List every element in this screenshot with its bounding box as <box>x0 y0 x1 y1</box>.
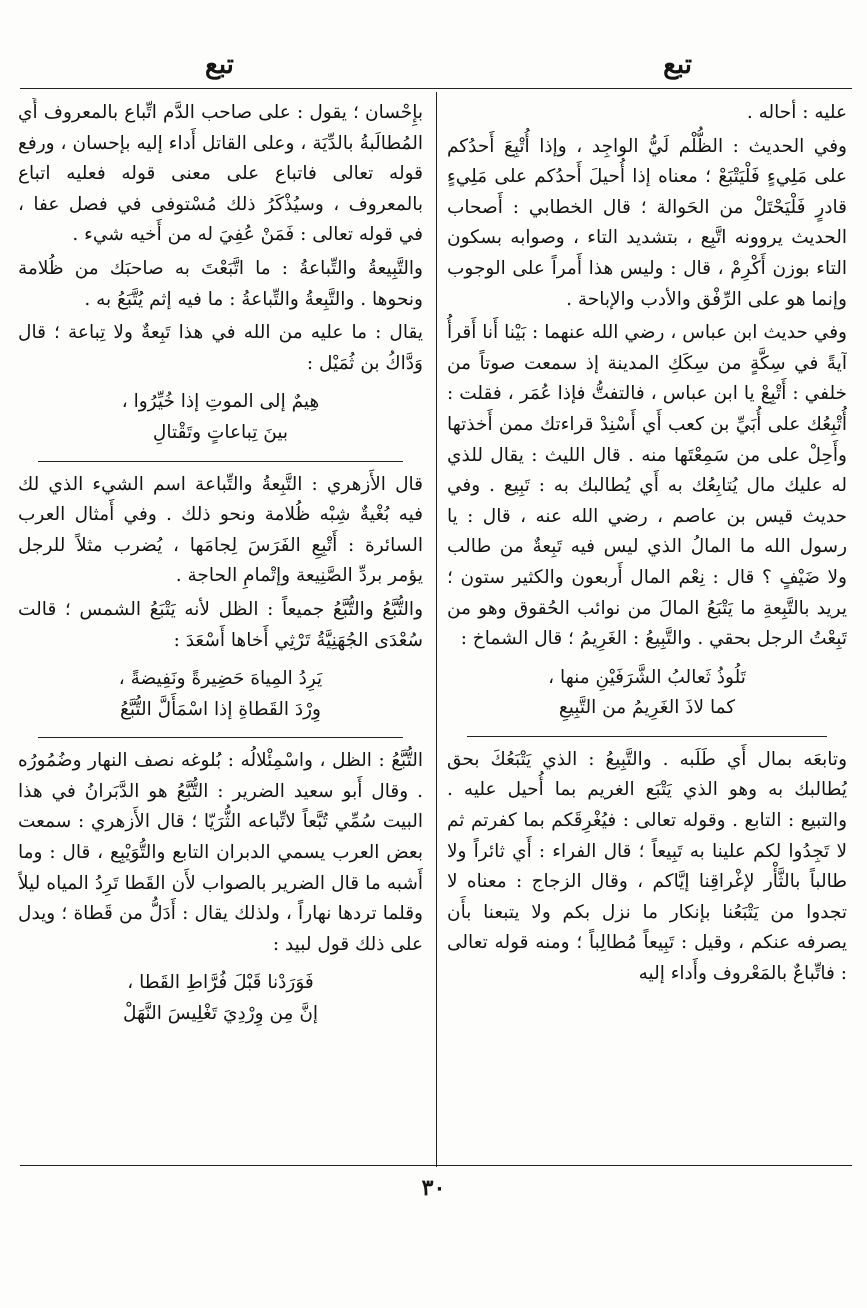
verse-line: إنَّ مِن وِرْدِيَ تَغْلِيسَ النَّهَلْ <box>122 1003 319 1025</box>
paragraph: وفي حديث ابن عباس ، رضي الله عنهما : بَيْنا أَنا أَقرأُ آيةً في سِكَّةٍ من سِكَكِ المدينة إذ سمعت صوتاً من خلفي : أَتْبِعْ يا ابن عباس ، فالتفتُّ فإذا عُمَر ، فقلت : أُتْبِعُك على أُبَيِّ بن كعب أَي أَسْنِدْ قراءتك ممن أَخذتها وأَحِلْ على من سَمِعْتَها منه . قال الليث : يقال للذي له عليك مال يُتابِعُك به أَي يُطالبك به : تَبِيع . وفي حديث قيس بن عاصم ، رضي الله عنه ، قال : يا رسول الله ما المالُ الذي ليس فيه تَبِعةٌ من طالب ولا ضَيْفٍ ؟ قال : نِعْم المال أَربعون والكثير ستون ؛ يريد بالتَّبِعةِ ما يَتْبَعُ المالَ من نوائب الحُقوق وهو من تَبِعْتُ الرجل بحقي . والتَّبِيعُ : الغَرِيمُ ؛ قال الشماخ : <box>447 322 847 650</box>
verse <box>18 387 423 448</box>
page-number: ٣٠ <box>421 1175 446 1201</box>
divider <box>38 461 403 462</box>
verse-line: فَوَرَدْنا قَبْلَ فُرَّاطِ القَطا ، <box>127 972 314 994</box>
verse-line: بينَ تِباعاتٍ وتَقْتالِ <box>152 421 289 443</box>
verse <box>447 663 847 724</box>
paragraph: والتُّبَّعُ والتُّبَّعُ جميعاً : الظل لأنه يَتْبَعُ الشمس ؛ قالت سُعْدَى الجُهَنِيَّةُ تَرْثِي أَخاها أَسْعَدَ : <box>18 598 423 651</box>
paragraph: التُّبَّعُ : الظل ، واسْمِئْلالُه : بُلوغه نصف النهار وضُمُورُه . وقال أَبو سعيد الضرير : التُّبَّعُ هو الدَّبَرانُ في هذا البيت سُمِّي تُبَّعاً لاتِّباعه الثُّرَيّا ؛ قال الأَزهري : سمعت بعض العرب يسمي الدبران التابع والتُّوَيْبِع ، قال : وما أَشبه ما قال الضرير بالصواب لأَن القَطا تَرِدُ المياه ليلاً وقلما تردها نهاراً ، ولذلك يقال : أَدَلُّ من قَطاة ؛ ويدل على ذلك قول لبيد : <box>18 750 423 955</box>
paragraph: بإِحْسان ؛ يقول : على صاحب الدَّم اتِّباع بالمعروف أَي المُطالَبةُ بالدِّيَة ، وعلى القاتل أَداء إليه بإحسان ، ورفع قوله تعالى فاتباع على معنى قوله فعليه اتباع بالمعروف ، وسيُذْكَرُ ذلك مُسْتوفى في فصل عفا ، في قوله تعالى : فَمَنْ عُفِيَ له من أَخيه شيء . <box>18 102 423 246</box>
verse-line: وِرْدَ القَطاةِ إذا اسْمَأَلَّ التُّبَّعُ <box>120 698 321 720</box>
paragraph: قال الأَزهري : التَّبِعةُ والتِّباعة اسم الشيء الذي لك فيه بُغْيةٌ شِبْه ظُلامة ونحو ذلك . وفي أَمثال العرب السائرة : أَتْبِعِ الفَرَسَ لِجامَها ، يُضرب مثلاً للرجل يؤمر بردِّ الصَّنِيعة وإتْمامِ الحاجة . <box>18 473 423 587</box>
column-divider <box>436 92 437 1167</box>
verse-line: يَرِدُ المِياهَ حَضِيرةً ونَفِيضةً ، <box>118 668 323 690</box>
header-rule <box>20 88 852 89</box>
running-head-left: تبع <box>205 50 234 80</box>
paragraph: عليه : أحاله . <box>746 102 847 123</box>
verse-line: هِيمٌ إلى الموتِ إذا خُيِّرُوا ، <box>121 391 320 413</box>
divider <box>38 737 403 738</box>
paragraph: وتابعَه بمال أَي طَلَبه . والتَّبِيعُ : الذي يَتْبَعُكَ بحق يُطالبك به وهو الذي يَتْبَع الغريم بما أُحيل عليه . والتبيع : التابع . وقوله تعالى : فيُغْرِقَكم بما كفرتم ثم لا تَجِدُوا لكم علينا به تَبِيعاً ؛ قال الفراء : أَي ثائراً ولا طالباً بالثَّأْر لإغْراقِنا إيَّاكم ، وقال الزجاج : معناه لا تجدوا من يَتْبَعُنا بإنكار ما نزل بكم ولا يتبعنا بأَن يصرفه عنكم ، وقيل : تَبِيعاً مُطالِباً ؛ ومنه قوله تعالى : فاتِّباعٌ بالمَعْروف وأَداء إليه <box>447 748 847 985</box>
paragraph: والتَّبِيعةُ والتِّباعةُ : ما اتَّبَعْتَ به صاحبَك من ظُلامة ونحوها . والتَّبِعةُ والتِّباعةُ : ما فيه إثم يُتَّبَعُ به . <box>18 257 423 310</box>
verse-line: كما لاذَ الغَرِيمُ من التَّبِيعِ <box>558 697 736 719</box>
right-column <box>447 98 847 1166</box>
paragraph: يقال : ما عليه من الله في هذا تَبِعةٌ ولا تِباعة ؛ قال وَدَّاكُ بن ثُمَيْل : <box>18 322 423 374</box>
verse <box>18 968 423 1029</box>
running-head-right: تبع <box>663 50 692 80</box>
paragraph: وفي الحديث : الظُّلْم لَيُّ الواجِد ، وإذا أُتْبِعَ أَحدُكم على مَلِيءٍ فَلْيَتْبَعْ ؛ معناه إذا أُحيلَ أَحدُكم على مَلِيءٍ قادرٍ فَلْيَحْتَلْ من الحَوالة ؛ قال الخطابي : أَصحاب الحديث يروونه اتَّبِع ، بتشديد التاء ، وصوابه بسكون التاء بوزن أَكْرِمْ ، قال : وليس هذا أَمراً على الوجوب وإنما هو على الرِّفْق والأدب والإباحة . <box>447 135 847 310</box>
footer-rule <box>20 1165 852 1166</box>
verse <box>18 664 423 725</box>
left-column <box>18 98 423 1166</box>
divider <box>467 736 827 737</box>
verse-line: تَلُوذُ ثَعالبُ الشَّرَفَيْنِ منها ، <box>548 666 746 688</box>
